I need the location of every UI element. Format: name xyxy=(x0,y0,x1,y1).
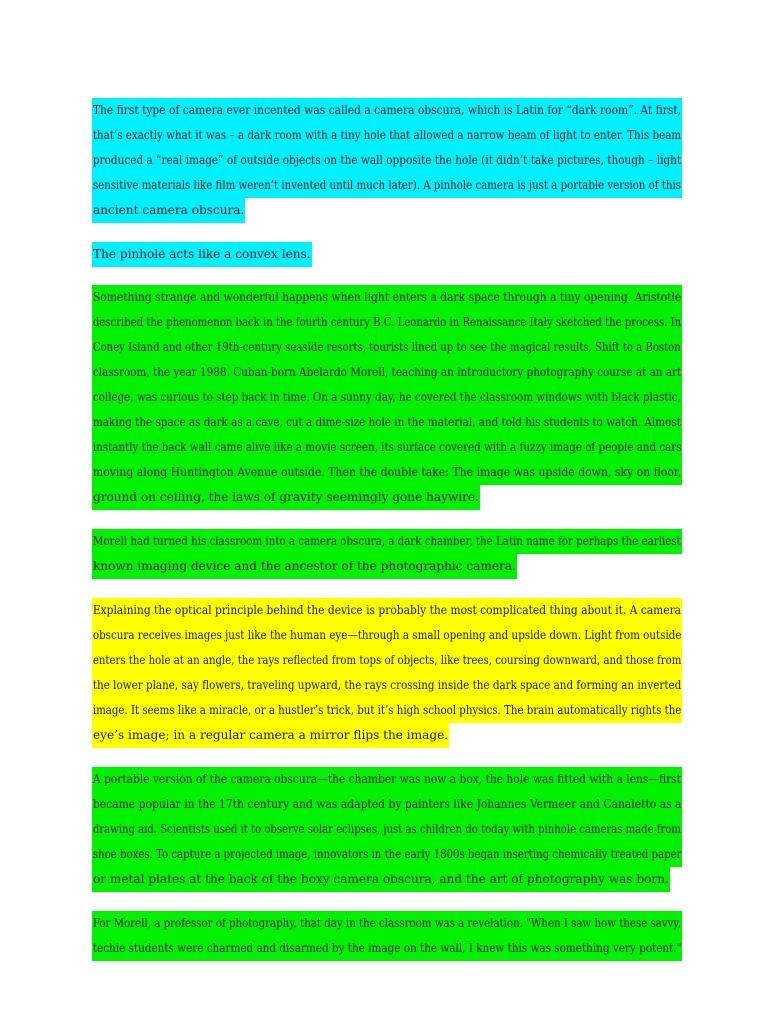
text-line: A portable version of the camera obscura—the chamber was now a box, the hole was fitted with a lens—first xyxy=(92,767,682,792)
text-line: drawing aid. Scientists used it to observe solar eclipses, just as children do today with pinhole cameras made from xyxy=(92,817,682,842)
paragraph-pinhole-lens xyxy=(92,242,682,267)
text-line: instantly the back wall came alive like a movie screen, its surface covered with a fuzzy image of people and cars xyxy=(92,435,682,460)
text-line: obscura receives images just like the human eye—through a small opening and upside down. Light from outside xyxy=(92,623,682,648)
text-line: known imaging device and the ancestor of the photographic camera. xyxy=(92,554,517,579)
text-line: Morell had turned his classroom into a camera obscura, a dark chamber, the Latin name for perhaps the earliest xyxy=(92,529,682,554)
text-line: Explaining the optical principle behind the device is probably the most complicated thing about it. A camera xyxy=(92,598,682,623)
text-line: ground on ceiling, the laws of gravity seemingly gone haywire. xyxy=(92,485,480,510)
text-line: produced a “real image” of outside objects on the wall opposite the hole (it didn’t take pictures, though – light xyxy=(92,148,682,173)
paragraph-morell-revelation xyxy=(92,911,682,961)
text-line: The pinhole acts like a convex lens. xyxy=(92,242,312,267)
text-line: techie students were charmed and disarmed by the image on the wall, I knew this was something very potent." xyxy=(92,936,682,961)
paragraph-optical-principle xyxy=(92,598,682,748)
paragraph-camera-obscura-intro xyxy=(92,98,682,223)
text-line: moving along Huntington Avenue outside. Then the double take: The image was upside down, sky on floor, xyxy=(92,460,682,485)
text-line: classroom, the year 1988. Cuban-born Abelardo Morell, teaching an introductory photography course at an art xyxy=(92,360,682,385)
text-line: Coney Island and other 19th-century seaside resorts, tourists lined up to see the magical results. Shift to a Boston xyxy=(92,335,682,360)
text-line: college, was curious to step back in time. On a sunny day, he covered the classroom windows with black plastic, xyxy=(92,385,682,410)
text-line: enters the hole at an angle, the rays reflected from tops of objects, like trees, coursing downward, and those from xyxy=(92,648,682,673)
text-line: shoe boxes. To capture a projected image, innovators in the early 1800s began inserting chemically treated paper xyxy=(92,842,682,867)
text-line: or metal plates at the back of the boxy camera obscura, and the art of photography was born. xyxy=(92,867,670,892)
paragraph-classroom-camera xyxy=(92,529,682,579)
text-line: became popular in the 17th century and was adapted by painters like Johannes Vermeer and Canaletto as a xyxy=(92,792,682,817)
text-line: described the phenomenon back in the fourth century B.C. Leonardo in Renaissance Italy sketched the process. In xyxy=(92,310,682,335)
text-line: Something strange and wonderful happens when light enters a dark space through a tiny opening. Aristotle xyxy=(92,285,682,310)
text-line: For Morell, a professor of photography, that day in the classroom was a revelation. "When I saw how these savvy, xyxy=(92,911,682,936)
text-line: The first type of camera ever incented was called a camera obscura, which is Latin for “dark room”. At first, xyxy=(92,98,682,123)
text-line: eye’s image; in a regular camera a mirror flips the image. xyxy=(92,723,449,748)
text-line: ancient camera obscura. xyxy=(92,198,245,223)
text-line: making the space as dark as a cave, cut a dime-size hole in the material, and told his students to watch. Almost xyxy=(92,410,682,435)
paragraph-aristotle-morell xyxy=(92,285,682,510)
text-line: sensitive materials like film weren’t invented until much later). A pinhole camera is just a portable version of this xyxy=(92,173,682,198)
text-line: image. It seems like a miracle, or a hustler’s trick, but it’s high school physics. The brain automatically rights the xyxy=(92,698,682,723)
text-line: that’s exactly what it was – a dark room with a tiny hole that allowed a narrow beam of light to enter. This beam xyxy=(92,123,682,148)
text-line: the lower plane, say flowers, traveling upward, the rays crossing inside the dark space and forming an inverted xyxy=(92,673,682,698)
paragraph-portable-version xyxy=(92,767,682,892)
